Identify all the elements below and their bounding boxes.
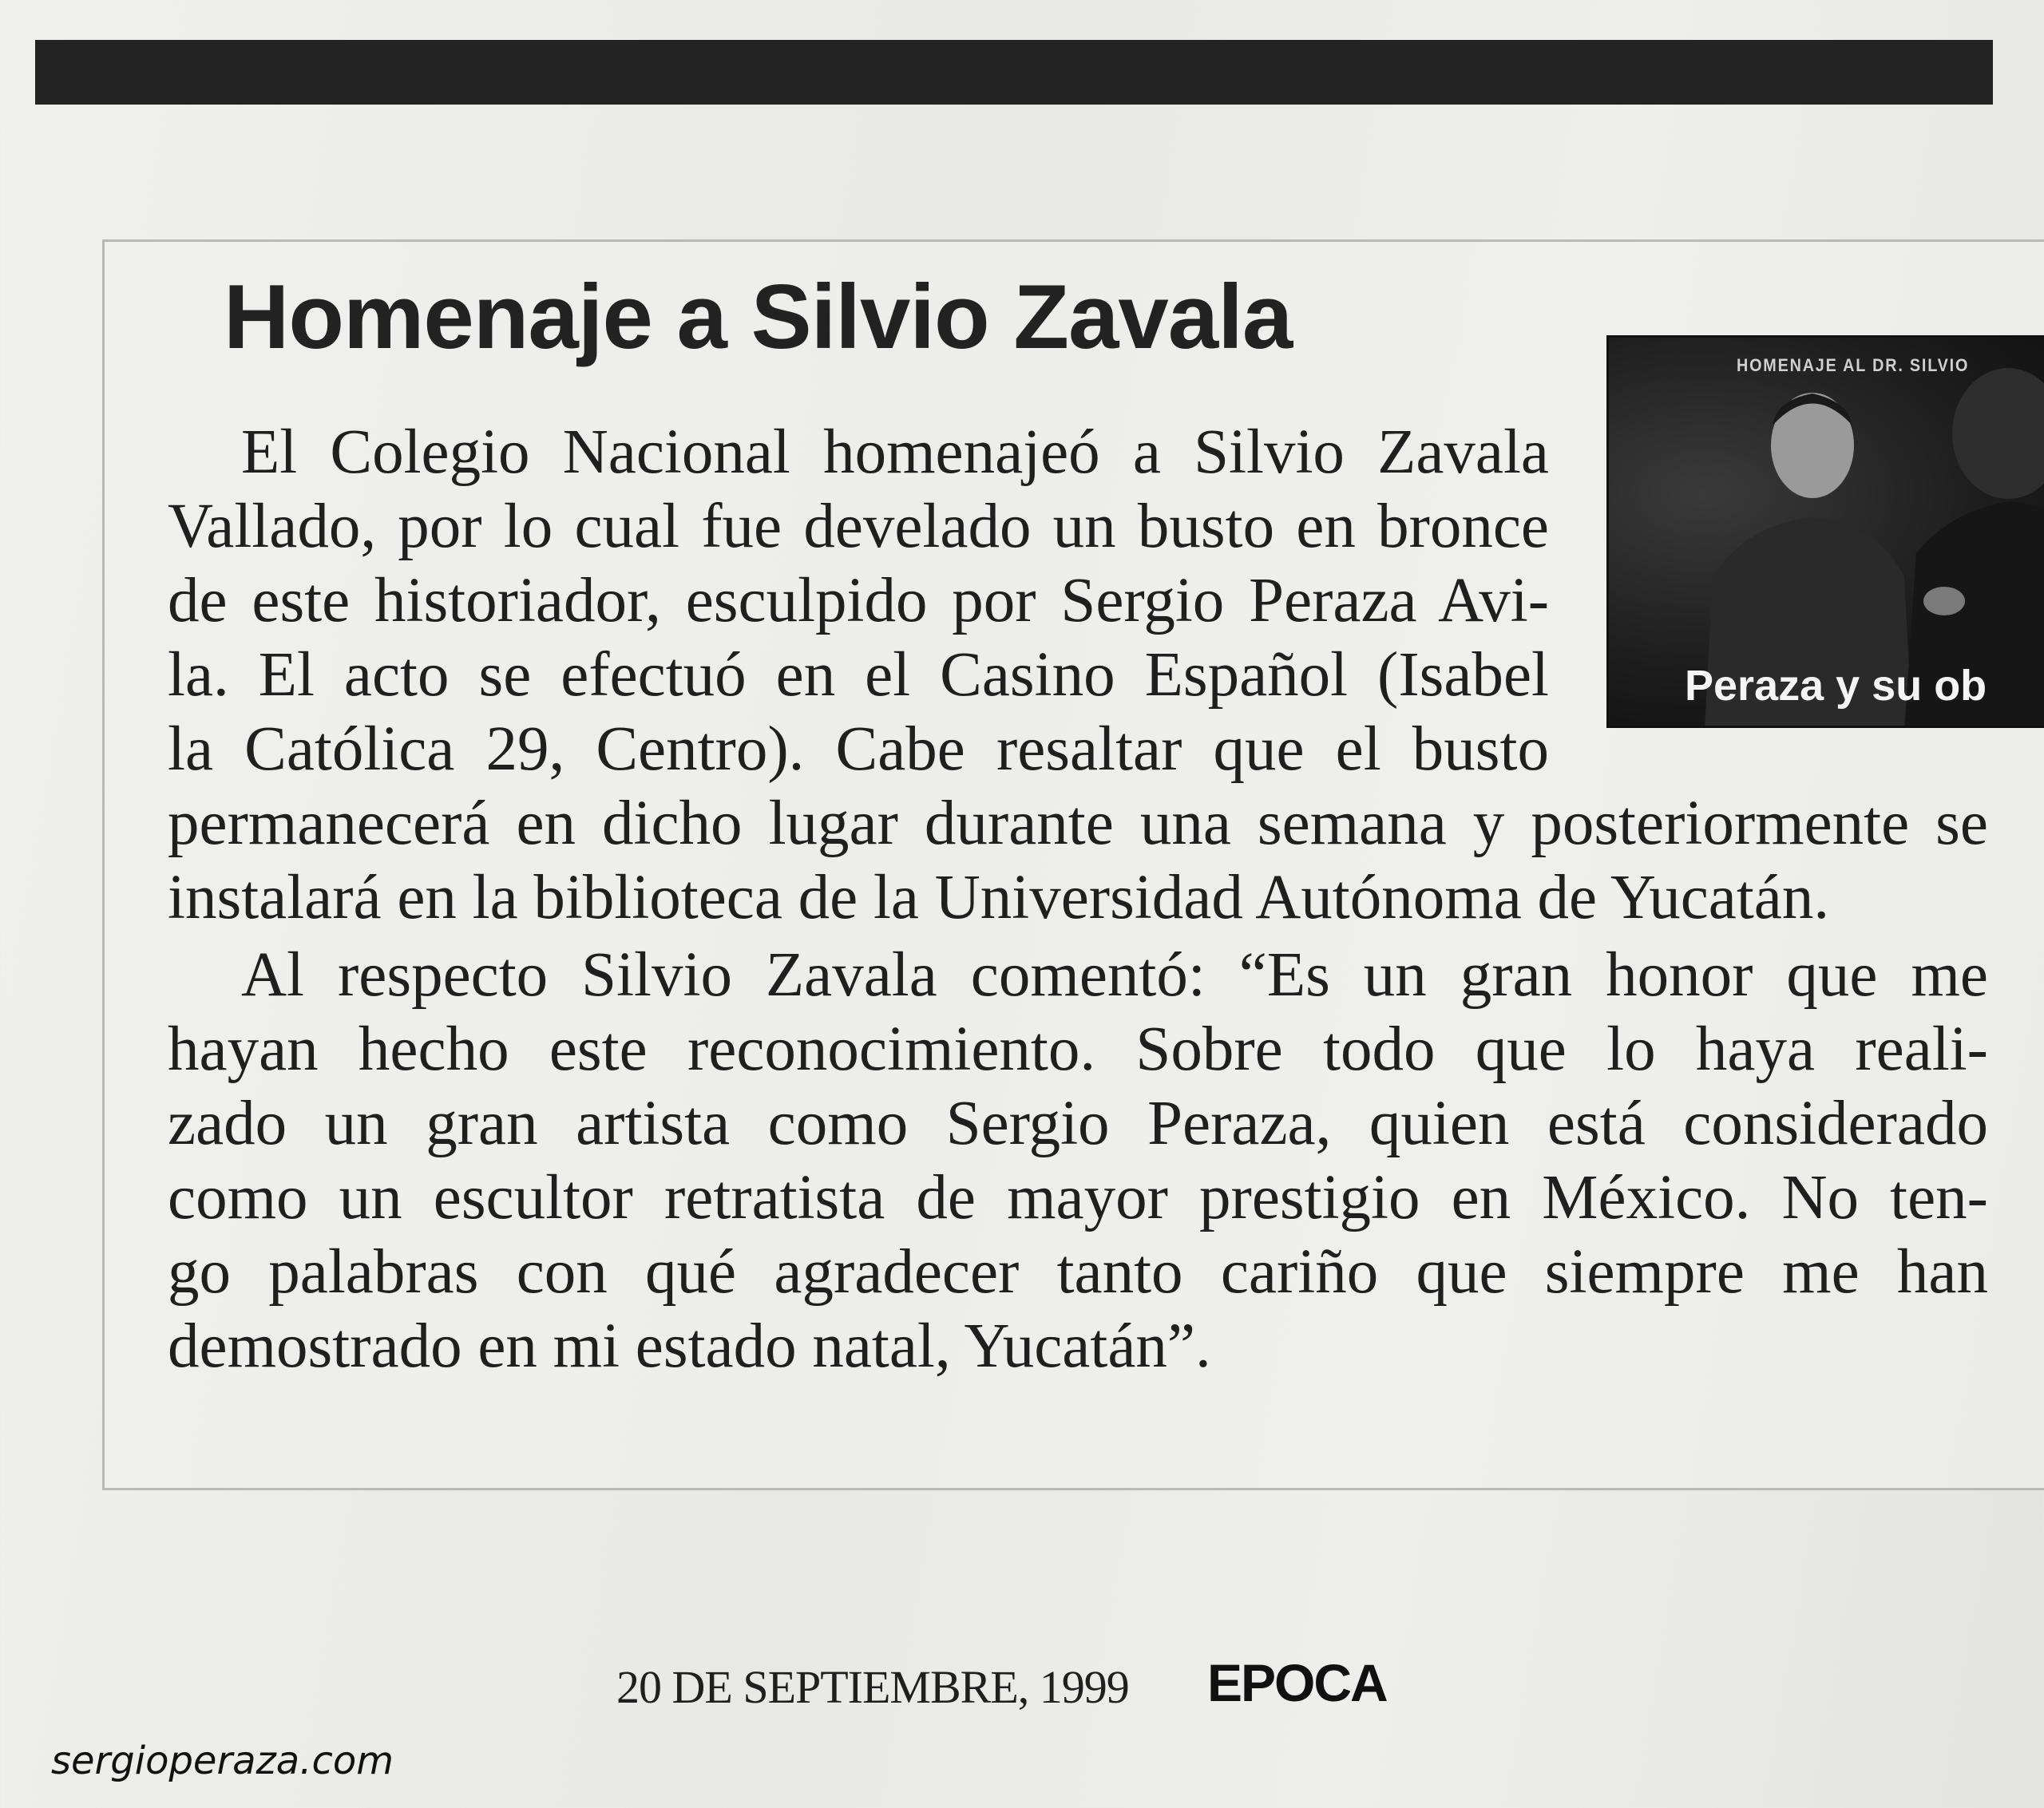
body-line: Al respecto Silvio Zavala comentó: “Es un gran honor que me <box>241 940 1988 1010</box>
body-line: Vallado, por lo cual fue develado un busto en bronce <box>168 492 1549 561</box>
body-line: permanecerá en dicho lugar durante una semana y posteriormente se <box>168 789 1988 858</box>
body-line: El Colegio Nacional homenajeó a Silvio Zavala <box>241 417 1549 487</box>
body-line: la. El acto se efectuó en el Casino Español (Isabel <box>168 640 1549 710</box>
body-line: de este historiador, esculpido por Sergio Peraza Avi- <box>168 566 1549 635</box>
photo-banner-text: HOMENAJE AL DR. SILVIO <box>1737 355 1970 375</box>
body-line: go palabras con qué agradecer tanto cariño que siempre me han <box>168 1237 1988 1307</box>
top-rule-bar <box>35 40 1993 105</box>
body-line: la Católica 29, Centro). Cabe resaltar que el busto <box>168 714 1549 784</box>
article-headline: Homenaje a Silvio Zavala <box>224 267 1293 368</box>
footer-date: 20 DE SEPTIEMBRE, 1999 <box>616 1661 1129 1713</box>
watermark-url: sergioperaza.com <box>51 1739 394 1783</box>
paragraph-2 <box>168 938 1988 1383</box>
article-body <box>168 415 1988 1383</box>
publication-logo: EPOCA <box>1207 1653 1387 1712</box>
body-line: hayan hecho este reconocimiento. Sobre todo que lo haya reali- <box>168 1015 1988 1084</box>
body-line: como un escultor retratista de mayor prestigio en México. No ten- <box>168 1163 1988 1232</box>
paragraph-1 <box>168 415 1988 935</box>
photo-caption: Peraza y su ob <box>1685 662 1987 710</box>
body-line: instalará en la biblioteca de la Universidad Autónoma de Yucatán. <box>168 863 1830 932</box>
body-line: demostrado en mi estado natal, Yucatán”. <box>168 1311 1211 1381</box>
body-line: zado un gran artista como Sergio Peraza, quien está considerado <box>168 1089 1988 1158</box>
